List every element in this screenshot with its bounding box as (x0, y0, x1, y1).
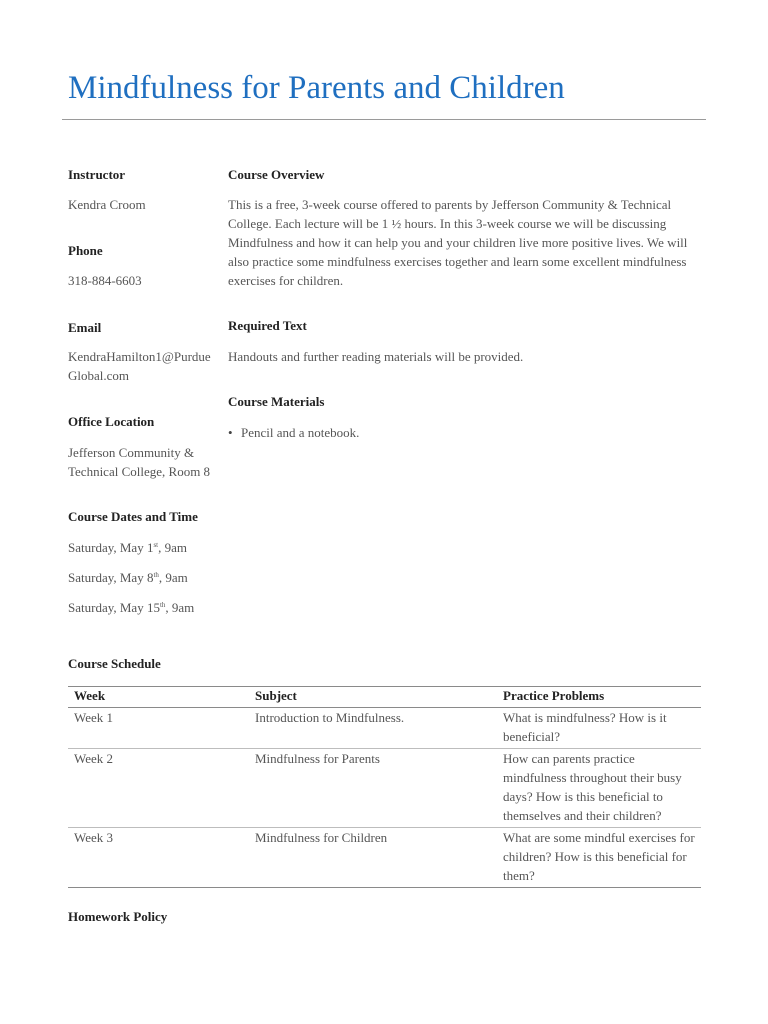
table-header-row (68, 687, 701, 708)
column-header-practice: Practice Problems (497, 687, 701, 708)
course-date: Saturday, May 15th, 9am (68, 600, 195, 615)
column-header-subject: Subject (249, 687, 497, 708)
table-cell: Week 3 (68, 828, 249, 888)
instructor-heading: Instructor (68, 167, 126, 182)
email-line-1: KendraHamilton1@Purdue (68, 349, 211, 364)
office-heading: Office Location (68, 414, 155, 429)
course-dates-2 (68, 568, 223, 587)
instructor-name: Kendra Croom (68, 197, 146, 212)
table-cell: Mindfulness for Children (249, 828, 497, 888)
table-cell: What is mindfulness? How is it beneficial? (497, 708, 701, 749)
page-title: Mindfulness for Parents and Children (68, 70, 565, 106)
overview-heading: Course Overview (228, 167, 325, 182)
table-cell: How can parents practice mindfulness throughout their busy days? How is this beneficial to themselves and their children? (497, 749, 701, 828)
homework-heading: Homework Policy (68, 909, 168, 924)
table-cell: Week 2 (68, 749, 249, 828)
required-text-body: Handouts and further reading materials will be provided. (228, 349, 524, 364)
email-line-2: Global.com (68, 368, 130, 383)
email-heading: Email (68, 320, 102, 335)
title-divider (62, 119, 706, 120)
office-line-1: Jefferson Community & (68, 445, 195, 460)
table-cell: Week 1 (68, 708, 249, 749)
materials-heading: Course Materials (228, 394, 325, 409)
phone-heading: Phone (68, 243, 103, 258)
schedule-heading: Course Schedule (68, 656, 161, 671)
phone-number: 318-884-6603 (68, 273, 142, 288)
course-dates-3 (68, 598, 223, 617)
course-date: Saturday, May 1st, 9am (68, 540, 188, 555)
course-date: Saturday, May 8th, 9am (68, 570, 188, 585)
table-row (68, 828, 701, 888)
table-row (68, 708, 701, 749)
table-cell: Mindfulness for Parents (249, 749, 497, 828)
materials-list (228, 423, 708, 442)
table-row (68, 749, 701, 828)
dates-heading: Course Dates and Time (68, 509, 198, 524)
required-text-heading: Required Text (228, 318, 307, 333)
office-location (68, 443, 223, 481)
office-line-2: Technical College, Room 8 (68, 464, 211, 479)
schedule-table (68, 686, 701, 888)
column-header-week: Week (68, 687, 249, 708)
course-dates (68, 538, 223, 557)
table-cell: What are some mindful exercises for children? How is this beneficial for them? (497, 828, 701, 888)
list-item: • Pencil and a notebook. (228, 423, 708, 442)
table-cell: Introduction to Mindfulness. (249, 708, 497, 749)
email-address (68, 347, 223, 385)
overview-text: This is a free, 3-week course offered to parents by Jefferson Community & Technical College. Each lecture will be 1 ½ hours. In this 3-week course we will be discussing Mindfulness and how it can help you and your children live more positive lives. We will also practice some mindfulness exercises together and learn some excellent mindfulness exercises for children. (228, 197, 688, 288)
